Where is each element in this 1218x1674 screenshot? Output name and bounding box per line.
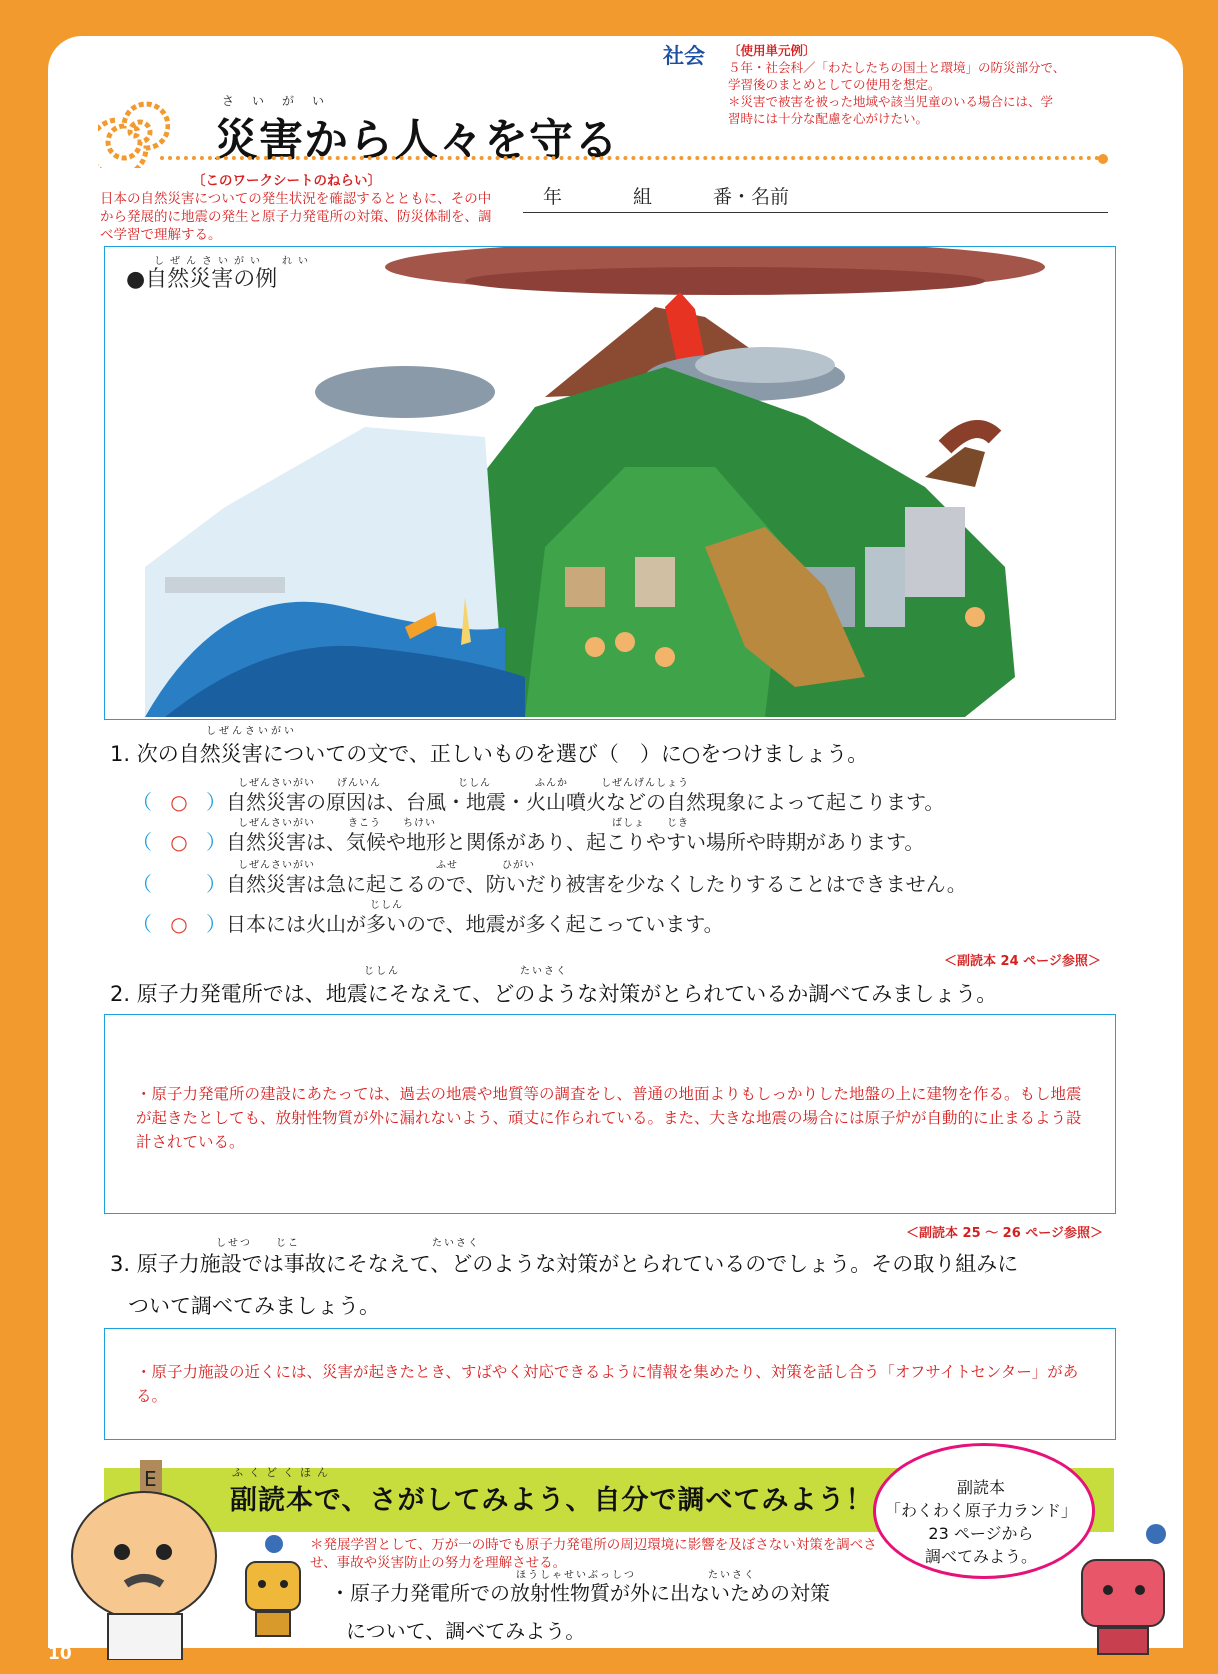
q1-choice-ruby: しぜんさいがい きこう ちけい ばしょ じき [238, 818, 689, 829]
q1-ruby: しぜんさいがい [206, 726, 297, 737]
usage-notes [728, 42, 1138, 127]
page-number: 10 [48, 1644, 72, 1664]
q3-text-line1: 3. 原子力施設では事故にそなえて、どのような対策がとられているのでしょう。その取り組みに [110, 1252, 1019, 1276]
bubble-line: 調べてみよう。 [924, 1547, 1037, 1566]
q1-choice-3[interactable]: （ ）自然災害は急に起こるので、防いだり被害を少なくしたりすることはできません。 [132, 872, 967, 896]
divider-end-dot [1098, 154, 1108, 164]
q1-choice-ruby: しぜんさいがい ふせ ひがい [238, 860, 535, 871]
choice-text: 日本には火山が多いので、地震が多く起こっています。 [226, 912, 724, 936]
banner-ruby: ふくどくほん [232, 1466, 334, 1479]
q1-choice-1[interactable]: （ ○ ）自然災害の原因は、台風・地震・火山噴火などの自然現象によって起こります。 [132, 790, 945, 814]
choice-text: 自然災害は、気候や地形と関係があり、起こりやすい場所や時期があります。 [226, 830, 925, 854]
q2-answer: ・原子力発電所の建設にあたっては、過去の地震や地質等の調査をし、普通の地面よりもしっかりした地盤の上に建物を作る。もし地震が起きたとしても、放射性物質が外に漏れないよう、頑丈に作られている。また、大きな地震の場合には原子炉が自動的に止まるよう設計されている。 [136, 1085, 1082, 1151]
class-label: 組 [633, 186, 653, 208]
number-name-label: 番・名前 [713, 186, 790, 208]
bottom-question [330, 1574, 890, 1650]
banner-text: 副読本で、さがしてみよう、自分で調べてみよう！ [230, 1485, 874, 1516]
bubble-line: 副読本 [956, 1478, 1005, 1497]
usage-line: ５年・社会科／「わたしたちの国土と環境」の防災部分で、 [728, 60, 1066, 75]
q2-reference: ＜副読本 24 ページ参照＞ [944, 954, 1101, 969]
name-field[interactable] [523, 180, 1108, 213]
subject-badge: 社会 [648, 38, 720, 74]
bubble-line: 「わくわく原子力ランド」 [884, 1501, 1077, 1520]
professor-character [52, 1460, 242, 1660]
series-title: ●副読本「わくわく原子力ランド」ワークシート８ [62, 46, 611, 74]
year-label: 年 [543, 186, 563, 208]
q1-choice-4[interactable]: （ ○ ）日本には火山が多いので、地震が多く起こっています。 [132, 912, 724, 936]
choice-text: 自然災害は急に起こるので、防いだり被害を少なくしたりすることはできません。 [226, 872, 967, 896]
bubble-line: 23 ページから [928, 1524, 1034, 1543]
bottom-question-line1: ・原子力発電所での放射性物質が外に出ないための対策 [330, 1581, 830, 1605]
page-title: 災害から人々を守る [214, 115, 619, 166]
usage-line: 学習後のまとめとしての使用を想定。 [728, 77, 941, 92]
q1-choice-ruby: しぜんさいがい げんいん じしん ふんか しぜんげんしょう [238, 778, 689, 789]
svg-text:E: E [144, 1467, 157, 1491]
illustration-label: ●自然災害の例 [126, 267, 278, 292]
q2-ruby: じしん たいさく [364, 966, 568, 977]
choice-mark: ○ [170, 912, 188, 936]
usage-line: ＊災害で被害を被った地域や該当児童のいる場合には、学 [728, 94, 1054, 109]
q1-text: 1. 次の自然災害についての文で、正しいものを選び（ ）に○をつけましょう。 [110, 742, 869, 766]
choice-mark: ○ [170, 790, 188, 814]
aim-heading: 〔このワークシートのねらい〕 [192, 173, 381, 189]
choice-text: 自然災害の原因は、台風・地震・火山噴火などの自然現象によって起こります。 [226, 790, 945, 814]
usage-line: 習時には十分な配慮を心がけたい。 [728, 111, 929, 126]
title-divider [160, 156, 1100, 160]
speech-bubble-text [873, 1476, 1089, 1568]
title-ruby: さいがい [222, 94, 343, 108]
illustration-label-ruby: しぜんさいがい れい [154, 256, 314, 267]
q3-answer: ・原子力施設の近くには、災害が起きたとき、すばやく対応できるように情報を集めたり、対策を話し合う「オフサイトセンター」がある。 [136, 1363, 1079, 1405]
q3-reference: ＜副読本 25 ～ 26 ページ参照＞ [906, 1226, 1104, 1241]
choice-mark: ○ [170, 830, 188, 854]
usage-heading: 〔使用単元例〕 [728, 43, 816, 58]
disaster-illustration [104, 246, 1116, 720]
disaster-scene-image [105, 247, 1115, 719]
q2-text: 2. 原子力発電所では、地震にそなえて、どのような対策がとられているか調べてみましょう。 [110, 982, 998, 1006]
q3-ruby: しせつ じこ たいさく [216, 1238, 480, 1249]
aim-section [100, 172, 495, 244]
bottom-question-ruby: ほうしゃせいぶっしつ たいさく [516, 1570, 756, 1581]
aim-text: 日本の自然災害についての発生状況を確認するとともに、その中から発展的に地震の発生と原子力発電所の対策、防災体制を、調べ学習で理解する。 [100, 191, 492, 243]
q1-choice-ruby: じしん [238, 900, 403, 911]
development-note: ＊発展学習として、万が一の時でも原子力発電所の周辺環境に影響を及ぼさない対策を調べさせ、事故や災害防止の努力を理解させる。 [310, 1537, 877, 1571]
bottom-question-line2: について、調べてみよう。 [346, 1619, 586, 1643]
yellow-robot-character [238, 1534, 308, 1644]
red-robot-character [1068, 1520, 1178, 1660]
q3-text-line2: ついて調べてみましょう。 [128, 1294, 380, 1318]
q1-choice-2[interactable]: （ ○ ）自然災害は、気候や地形と関係があり、起こりやすい場所や時期があります。 [132, 830, 925, 854]
